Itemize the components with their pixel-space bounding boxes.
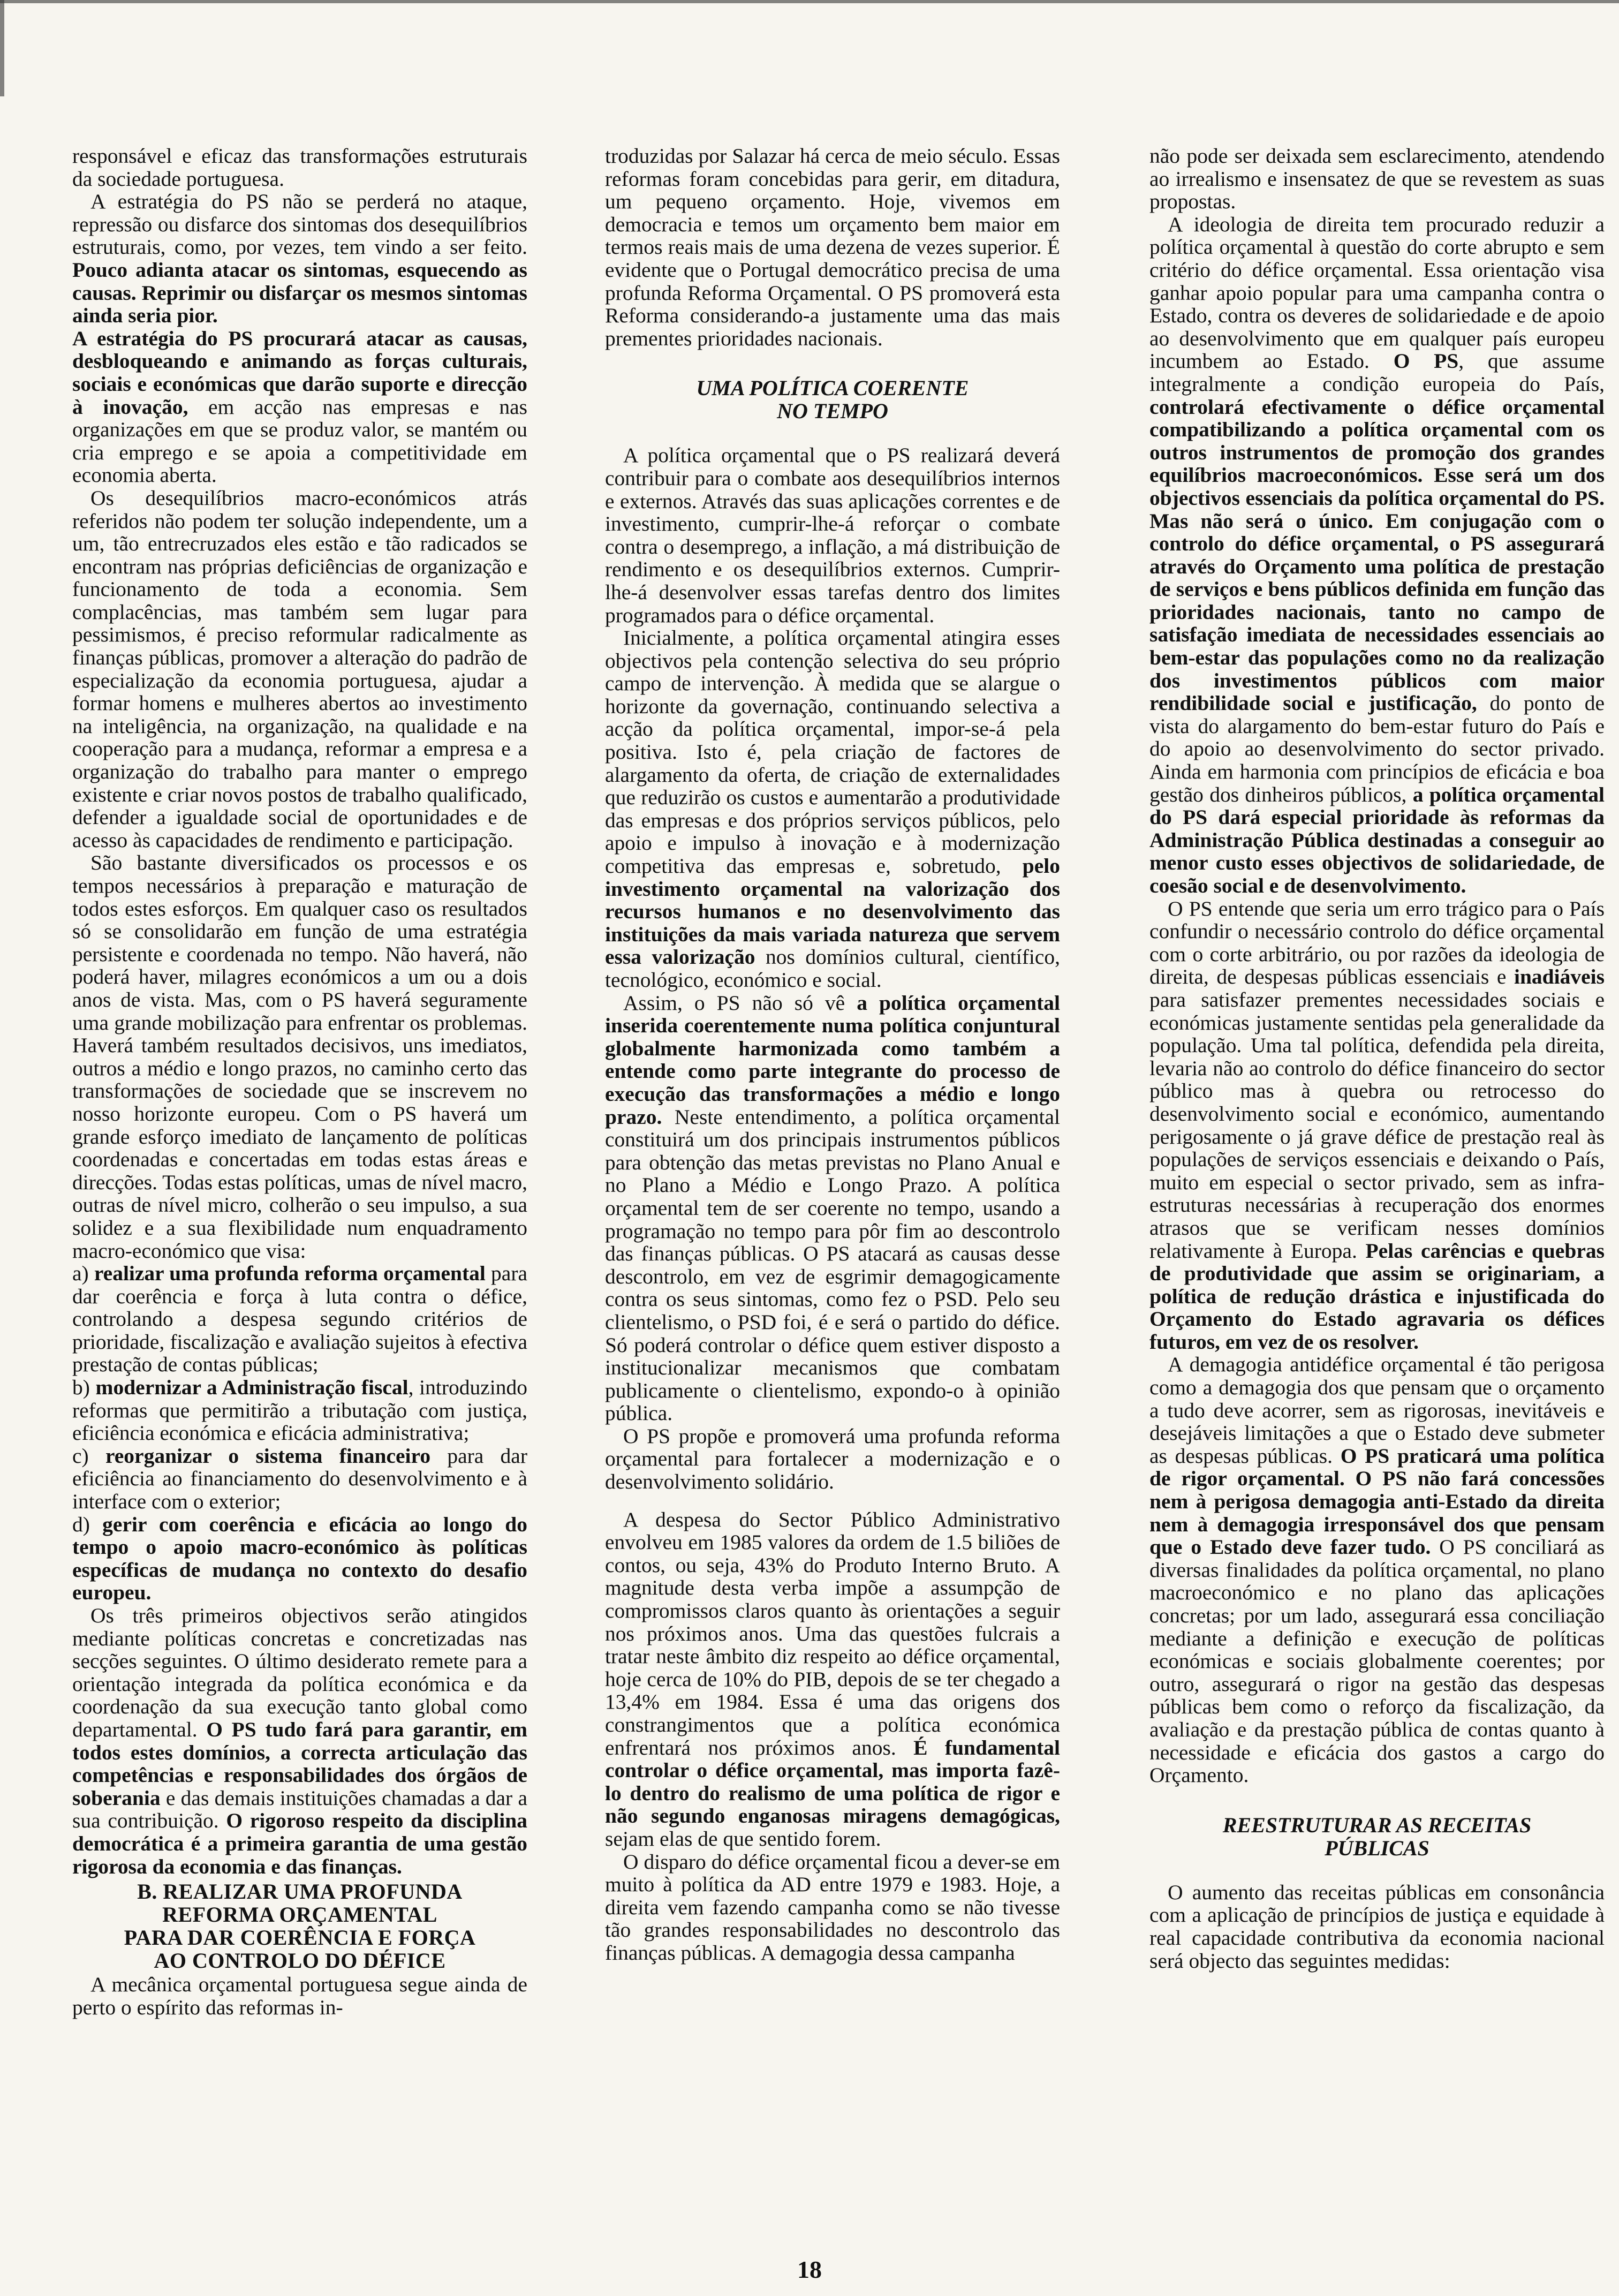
paragraph — [605, 626, 1060, 992]
bold-text-run: realizar uma profunda reforma orçamental — [94, 1262, 486, 1286]
bold-text-run: O PS — [1393, 349, 1459, 373]
text-run: Os três primeiros objectivos serão atingidos mediante políticas concretas e concretizadas nas secções seguintes. O último desiderato remete para a orientação integrada da política económica e da coordenação da sua execução tanto global como departamental. — [72, 1604, 527, 1741]
text-run: sejam elas de que sentido forem. — [605, 1826, 881, 1851]
bold-text-run: Pelas carências e quebras de produtividade que assim se originariam, a política de redução drástica e injustificada do Orçamento do Estado agravaria os défices futuros, em vez de os resolver. — [1149, 1238, 1605, 1354]
heading-line: PÚBLICAS — [1325, 1836, 1429, 1860]
heading-line: REFORMA ORÇAMENTAL — [162, 1902, 437, 1927]
top-scan-border — [0, 0, 1619, 3]
heading-line: AO CONTROLO DO DÉFICE — [154, 1948, 446, 1973]
paragraph — [72, 190, 527, 327]
bold-text-run: O PS tudo fará para garantir, em todos estes domínios, a correcta articulação das competências e responsabilidades dos órgãos de soberania — [72, 1717, 527, 1810]
paragraph — [1149, 897, 1605, 1354]
text-run: do ponto de vista do alargamento do bem-estar futuro do País e do apoio ao desenvolvimento do sector privado. Ainda em harmonia com princípios de eficácia e boa gestão dos dinheiros públicos, — [1149, 691, 1605, 806]
bold-text-run: É fundamental controlar o défice orçamental, mas importa fazê-lo dentro do realismo de uma política de rigor e não segundo enganosas miragens demagógicas, — [605, 1735, 1060, 1828]
text-run: Neste entendimento, a política orçamental constituirá um dos principais instrumentos públicos para obtenção das metas previstas no Plano Anual e no Plano a Médio e Longo Prazo. A política orçamental tem de ser coerente no tempo, usando a programação no tempo para pôr fim ao descontrolo das finanças públicas. O PS atacará as causas desse descontrolo, em vez de esgrimir demagogicamente contra os seus sintomas, como fez o PSD. Pelo seu clientelismo, o PSD foi, é e será o partido do défice. Só poderá controlar o défice quem estiver disposto a institucionalizar mecanismos que combatam publicamente o clientelismo, expondo-o à opinião pública. — [605, 1105, 1060, 1425]
paragraph: troduzidas por Salazar há cerca de meio século. Essas reformas foram concebidas para gerir, em ditadura, um pequeno orçamento. Hoje, vivemos em democracia e temos um orçamento bem maior em termos reais mais de uma dezena de vezes superior. É evidente que o Portugal democrático precisa de uma profunda Reforma Orçamental. O PS promoverá esta Reforma considerando-a justamente uma das mais prementes prioridades nacionais. — [605, 145, 1060, 350]
list-item-d — [72, 1513, 527, 1604]
list-marker: a) — [72, 1262, 94, 1286]
text-run: nos domínios cultural, científico, tecnológico, económico e social. — [605, 945, 1060, 992]
bold-text-run: modernizar a Administração fiscal — [95, 1376, 408, 1400]
text-run: O PS entende que seria um erro trágico para o País confundir o necessário controlo do défice orçamental com o corte arbitrário, ou por razões da ideologia de direita, de despesas públicas essenciais e — [1149, 896, 1605, 989]
bold-text-run: a política orçamental inserida coerentemente numa política conjuntural globalmente harmonizada como também a entende como parte integrante do processo de execução das transformações a médio e longo prazo. — [605, 991, 1060, 1129]
bold-text-run: inadiáveis — [1514, 965, 1605, 989]
paragraph — [605, 1508, 1060, 1851]
text-run: em acção nas empresas e nas organizações em que se produz valor, se mantém ou cria emprego e se apoia a competitividade em economia aberta. — [72, 395, 527, 487]
text-run: , que assume integralmente a condição europeia do País, — [1149, 349, 1605, 396]
paragraph: A política orçamental que o PS realizará deverá contribuir para o combate aos desequilíbrios internos e externos. Através das suas aplicações correntes e de investimento, cumprir-lhe-á reforçar o combate contra o desemprego, a inflação, a má distribuição de rendimento e os desequilíbrios externos. Cumprir-lhe-á desenvolver essas tarefas dentro dos limites programados para o défice orçamental. — [605, 443, 1060, 627]
paragraph — [72, 1604, 527, 1878]
text-run: A demagogia antidéfice orçamental é tão perigosa como a demagogia dos que pensam que o orçamento a tudo deve acorrer, sem as rigorosas, inevitáveis e desejáveis limitações a que o Estado deve submeter as despesas públicas. — [1149, 1353, 1605, 1468]
text-run: , introduzindo reformas que permitirão a tributação com justiça, eficiência económica e eficácia administrativa; — [72, 1376, 527, 1445]
list-item-c — [72, 1445, 527, 1513]
text-run: A estratégia do PS não se perderá no ataque, repressão ou disfarce dos sintomas dos desequilíbrios estruturais, como, por vezes, tem vindo a ser feito. — [72, 190, 527, 259]
bold-text-run: Pouco adianta atacar os sintomas, esquecendo as causas. Reprimir ou disfarçar os mesmos sintomas ainda seria pior. — [72, 258, 527, 328]
heading-line: NO TEMPO — [777, 399, 888, 424]
list-marker: d) — [72, 1512, 103, 1536]
text-run: Inicialmente, a política orçamental atingira esses objectivos pela contenção selectiva do seu próprio campo de intervenção. À medida que se alargue o horizonte da governação, continuando selectiva a acção da política orçamental, impor-se-á pela positiva. Isto é, pela criação de factores de alargamento da oferta, de criação de externalidades que reduzirão os custos e aumentarão a produtividade das empresas e dos próprios serviços públicos, pelo apoio e impulso à inovação e à modernização competitiva das empresas e, sobretudo, — [605, 626, 1060, 878]
text-column-middle — [605, 145, 1060, 2265]
paragraph: responsável e eficaz das transformações estruturais da sociedade portuguesa. — [72, 145, 527, 191]
paragraph: Os desequilíbrios macro-económicos atrás referidos não podem ter solução independente, um a um, tão entrecruzados eles estão e tão radicados se encontram nas próprias deficiências de organização e funcionamento de toda a economia. Sem complacências, mas também sem lugar para pessimismos, é preciso reformular radicalmente as finanças públicas, promover a alteração do padrão de especialização da economia portuguesa, ajudar a formar homens e mulheres abertos ao investimento na inteligência, na organização, na qualidade e na cooperação para a mudança, reformar a empresa e a organização do trabalho para manter o emprego existente e criar novos postos de trabalho qualificado, defender a igualdade social de oportunidades e de acesso às capacidades de rendimento e participação. — [72, 486, 527, 852]
paragraph — [72, 327, 527, 487]
bold-text-run: a política orçamental do PS dará especial prioridade às reformas da Administração Pública destinadas a conseguir ao menor custo esses objectivos de solidariedade, de coesão social e de desenvolvimento. — [1149, 782, 1605, 897]
bold-text-run: pelo investimento orçamental na valorização dos recursos humanos e no desenvolvimento das instituições da mais variada natureza que servem essa valorização — [605, 854, 1060, 969]
bold-text-run: A estratégia do PS procurará atacar as causas, desbloqueando e animando as forças culturais, sociais e económicas que darão suporte e direcção à inovação, — [72, 326, 527, 419]
section-heading-politica-coerente — [605, 376, 1060, 422]
paragraph: não pode ser deixada sem esclarecimento, atendendo ao irrealismo e insensatez de que se revestem as suas propostas. — [1149, 145, 1605, 214]
text-run: O PS conciliará as diversas finalidades da política orçamental, no plano macroeconómico e no plano das aplicações concretas; por um lado, assegurará essa conciliação mediante a definição e execução de políticas económicas e sociais globalmente coerentes; por outro, assegurará o rigor na gestão das despesas públicas bem como o reforço da fiscalização, da avaliação e da prestação pública de contas quanto à necessidade e eficácia dos gastos a cargo do Orçamento. — [1149, 1535, 1605, 1787]
list-item-a — [72, 1262, 527, 1376]
heading-line: PARA DAR COERÊNCIA E FORÇA — [124, 1925, 476, 1950]
paragraph — [605, 992, 1060, 1425]
bold-text-run: O rigoroso respeito da disciplina democrática é a primeira garantia de uma gestão rigorosa da economia e das finanças. — [72, 1809, 527, 1878]
text-run: A despesa do Sector Público Administrativo envolveu em 1985 valores da ordem de 1.5 biliões de contos, ou seja, 43% do Produto Interno Bruto. A magnitude desta verba impõe a assumpção de compromissos claros quanto às orientações a seguir nos próximos anos. Uma das questões fulcrais a tratar neste âmbito diz respeito ao défice orçamental, hoje cerca de 10% do PIB, depois de se ter chegado a 13,4% em 1984. Essa é uma das origens dos constrangimentos que a política económica enfrentará nos próximos anos. — [605, 1507, 1060, 1759]
section-heading-b — [72, 1880, 527, 1972]
heading-line: B. REALIZAR UMA PROFUNDA — [137, 1879, 463, 1904]
paragraph — [1149, 213, 1605, 897]
text-run: para dar eficiência ao financiamento do desenvolvimento e à interface com o exterior; — [72, 1444, 527, 1514]
text-run: Assim, o PS não só vê — [623, 991, 857, 1015]
text-column-right — [1149, 145, 1605, 2265]
heading-line: REESTRUTURAR AS RECEITAS — [1222, 1812, 1532, 1837]
bold-text-run: gerir com coerência e eficácia ao longo do tempo o apoio macro-económico às políticas específicas de mudança no contexto do desafio europeu. — [72, 1512, 527, 1605]
text-column-left — [72, 145, 527, 2265]
paragraph: A mecânica orçamental portuguesa segue ainda de perto o espírito das reformas in- — [72, 1973, 527, 2019]
section-heading-receitas — [1149, 1814, 1605, 1860]
bold-text-run: O PS praticará uma política de rigor orçamental. O PS não fará concessões nem à perigosa demagogia anti-Estado da direita nem à demagogia irresponsável dos que pensam que o Estado deve fazer tudo. — [1149, 1444, 1605, 1559]
text-run: e das demais instituições chamadas a dar a sua contribuição. — [72, 1786, 527, 1833]
text-run: A ideologia de direita tem procurado reduzir a política orçamental à questão do corte abrupto e sem critério do défice orçamental. Essa orientação visa ganhar apoio popular para uma campanha contra o Estado, contra os deveres de solidariedade e de apoio ao desenvolvimento que em qualquer país europeu incumbem ao Estado. — [1149, 212, 1605, 373]
page-number: 18 — [797, 2256, 822, 2283]
bold-text-run: controlará efectivamente o défice orçamental compatibilizando a política orçamental com os outros instrumentos de promoção dos grandes equilíbrios macroeconómicos. Esse será um dos objectivos essenciais da política orçamental do PS. Mas não será o único. Em conjugação com o controlo do défice orçamental, o PS assegurará através do Orçamento uma política de prestação de serviços e bens públicos definida em função das prioridades nacionais, tanto no campo de satisfação imediata de necessidades essenciais ao bem-estar das populações como no da realização dos investimentos públicos com maior rendibilidade social e justificação, — [1149, 395, 1605, 715]
list-item-b — [72, 1376, 527, 1445]
paragraph — [1149, 1353, 1605, 1786]
list-marker: b) — [72, 1376, 96, 1400]
paragraph: O PS propõe e promoverá uma profunda reforma orçamental para fortalecer a modernização e o desenvolvimento solidário. — [605, 1424, 1060, 1494]
text-run: para satisfazer prementes necessidades sociais e económicas justamente sentidas pela generalidade da população. Uma tal política, defendida pela direita, levaria não ao controlo do défice financeiro do sector público mas à quebra ou retrocesso do desenvolvimento social e económico, aumentando perigosamente o já grave défice de prestação real às populações de serviços essenciais e deixando o País, muito em especial o sector privado, sem as infra-estruturas necessárias à recuperação dos enormes atrasos que se verificam nesses domínios relativamente à Europa. — [1149, 987, 1605, 1263]
left-scan-border — [0, 0, 4, 96]
paragraph: O aumento das receitas públicas em consonância com a aplicação de princípios de justiça e equidade à real capacidade contributiva da economia nacional será objecto das seguintes medidas: — [1149, 1880, 1605, 1973]
bold-text-run: reorganizar o sistema financeiro — [105, 1444, 431, 1468]
paragraph: São bastante diversificados os processos e os tempos necessários à preparação e maturação de todos estes esforços. Em qualquer caso os resultados só se consolidarão em função de uma estratégia persistente e coordenada no tempo. Não haverá, não poderá haver, milagres económicos a um ou a dois anos de vista. Mas, com o PS haverá seguramente uma grande mobilização para enfrentar os problemas. Haverá também resultados decisivos, uns imediatos, outros a médio e longo prazos, no caminho certo das transformações de sociedade que se inscrevem no nosso horizonte europeu. Com o PS haverá um grande esforço imediato de lançamento de políticas coordenadas e concertadas em todas estas áreas e direcções. Todas estas políticas, umas de nível macro, outras de nível micro, colherão o seu impulso, a sua solidez e a sua flexibilidade num enquadramento macro-económico que visa: — [72, 851, 527, 1263]
list-marker: c) — [72, 1444, 105, 1468]
heading-line: UMA POLÍTICA COERENTE — [696, 376, 969, 401]
paragraph: O disparo do défice orçamental ficou a dever-se em muito à política da AD entre 1979 e 1983. Hoje, a direita vem fazendo campanha como se não tivesse tão grandes responsabilidades no descontrolo das finanças públicas. A demagogia dessa campanha — [605, 1849, 1060, 1965]
text-run: para dar coerência e força à luta contra o défice, controlando a despesa segundo critérios de prioridade, fiscalização e avaliação sujeitos à efectiva prestação de contas públicas; — [72, 1262, 527, 1377]
